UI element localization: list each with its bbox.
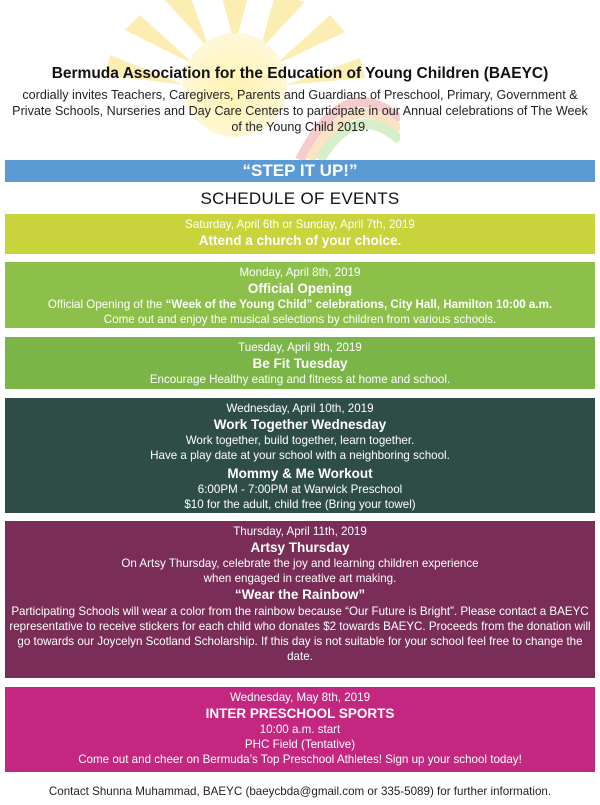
event-line: Come out and cheer on Bermuda’s Top Preschool Athletes! Sign up your school today! xyxy=(78,753,522,766)
event-date: Monday, April 8th, 2019 xyxy=(239,266,361,279)
event-subtitle: Mommy & Me Workout xyxy=(227,466,373,481)
event-date: Thursday, April 11th, 2019 xyxy=(233,525,367,538)
event-line-bold: “Week of the Young Child” celebrations, City Hall, Hamilton 10:00 a.m. xyxy=(165,298,553,311)
event-date: Saturday, April 6th or Sunday, April 7th, 2019 xyxy=(185,218,415,231)
event-title: Work Together Wednesday xyxy=(213,417,387,432)
invite-text: cordially invites Teachers, Caregivers, Parents and Guardians of Preschool, Primary, Government & Private Schools, Nurseries and Day Care Centers to participate in our Annual celebrations of The Week of the Young Child 2019. xyxy=(12,88,588,134)
event-line: Work together, build together, learn together. xyxy=(185,434,415,447)
event-line: 10:00 a.m. start xyxy=(259,723,341,736)
event-line: Encourage Healthy eating and fitness at home and school. xyxy=(149,373,451,386)
event-inter-preschool-sports xyxy=(5,687,595,772)
event-line: On Artsy Thursday, celebrate the joy and learning children experience xyxy=(121,557,479,570)
event-artsy-thursday xyxy=(5,521,595,678)
event-be-fit-tuesday xyxy=(5,337,595,389)
event-date: Wednesday, May 8th, 2019 xyxy=(229,691,371,704)
event-line: Come out and enjoy the musical selections by children from various schools. xyxy=(103,313,497,326)
event-church xyxy=(5,214,595,254)
event-date: Wednesday, April 10th, 2019 xyxy=(226,402,374,415)
event-line: $10 for the adult, child free (Bring your towel) xyxy=(184,498,416,511)
event-title: Attend a church of your choice. xyxy=(198,233,402,248)
event-line-pre: Official Opening of the xyxy=(47,298,166,311)
event-title: INTER PRESCHOOL SPORTS xyxy=(205,706,395,721)
event-title: Artsy Thursday xyxy=(250,540,350,555)
org-title: Bermuda Association for the Education of Young Children (BAEYC) xyxy=(51,65,549,82)
contact-footer: Contact Shunna Muhammad, BAEYC (baeycbda@gmail.com or 335-5089) for further information. xyxy=(48,785,552,798)
event-line: 6:00PM - 7:00PM at Warwick Preschool xyxy=(197,483,403,496)
event-line: PHC Field (Tentative) xyxy=(244,738,356,751)
event-line xyxy=(9,297,591,312)
event-date: Tuesday, April 9th, 2019 xyxy=(238,341,362,354)
event-paragraph: Participating Schools will wear a color from the rainbow because “Our Future is Bright”. Please contact a BAEYC representative to receive stickers for each child who donates $2 towards BAEYC. Proceeds from the donation will go towards our Joycelyn Scotland Scholarship. If this day is not suitable for your school feel free to change the date. xyxy=(9,605,591,663)
event-official-opening xyxy=(5,262,595,328)
schedule-heading: SCHEDULE OF EVENTS xyxy=(200,189,400,208)
event-line: Have a play date at your school with a neighboring school. xyxy=(150,449,450,462)
header xyxy=(0,64,600,135)
event-subtitle: “Wear the Rainbow” xyxy=(234,587,366,602)
event-title: Official Opening xyxy=(247,281,353,296)
event-title: Be Fit Tuesday xyxy=(252,356,348,371)
event-line: when engaged in creative art making. xyxy=(203,572,397,585)
event-work-together-wednesday xyxy=(5,398,595,513)
step-it-up-banner: “STEP IT UP!” xyxy=(5,160,595,182)
